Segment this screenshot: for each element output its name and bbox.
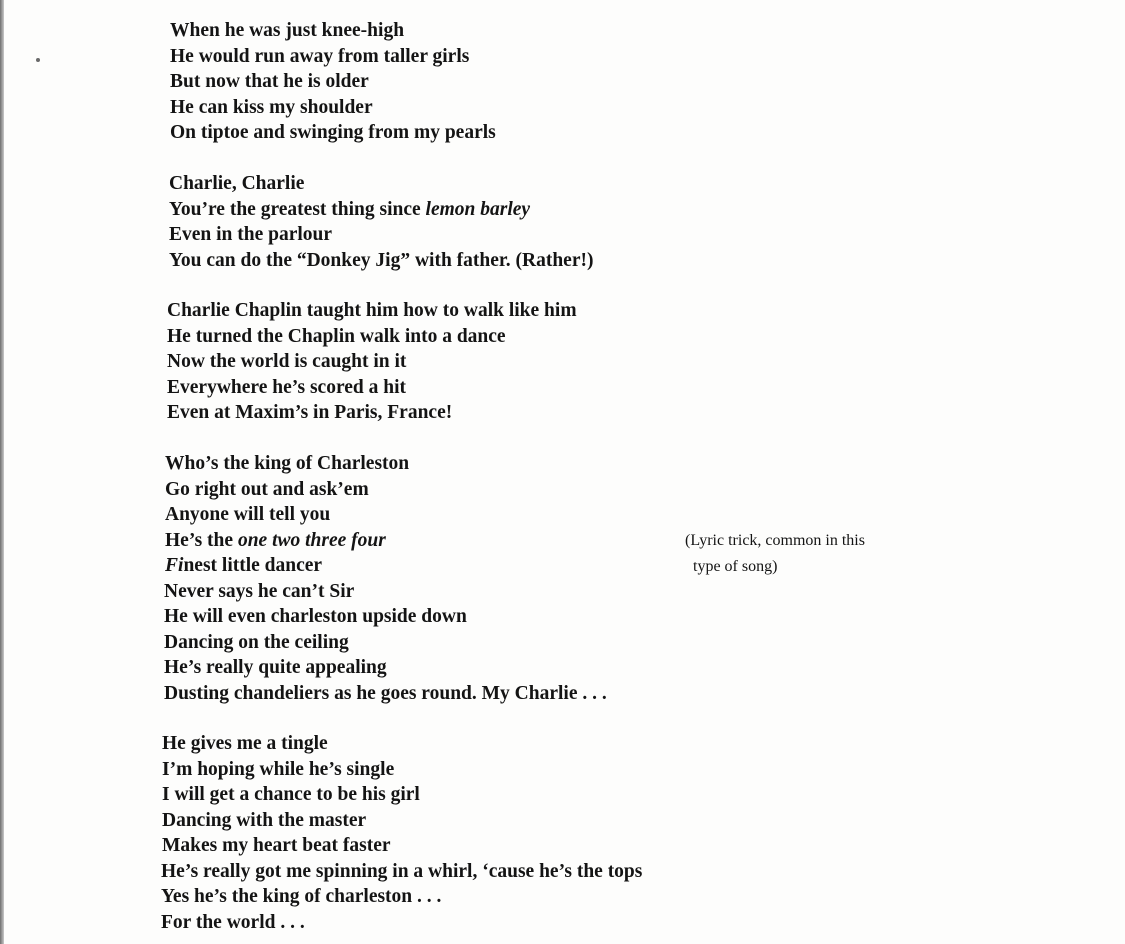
lyric-line xyxy=(167,402,452,424)
lyric-line xyxy=(167,326,506,348)
lyric-line xyxy=(169,173,304,195)
italic-lyric-text: one two three four xyxy=(237,529,386,551)
lyric-line xyxy=(170,71,369,93)
lyric-text: Even in the parlour xyxy=(169,224,333,245)
lyric-line xyxy=(169,199,530,221)
lyric-text: Makes my heart beat faster xyxy=(162,835,391,856)
lyric-text: He’s the xyxy=(165,529,238,551)
lyric-text: Even at Maxim’s in Paris, France! xyxy=(167,402,453,423)
annotation-line-2: type of song) xyxy=(693,558,778,575)
lyric-line xyxy=(170,97,373,119)
lyric-text: Yes he’s the king of charleston . . . xyxy=(161,886,442,907)
lyric-text: He can kiss my shoulder xyxy=(170,96,373,118)
lyric-line xyxy=(165,555,322,577)
lyric-text: For the world . . . xyxy=(161,911,305,933)
lyric-line xyxy=(170,20,404,42)
italic-lyric-text: lemon barley xyxy=(425,198,531,220)
lyric-text: He turned the Chaplin walk into a dance xyxy=(167,325,506,347)
lyric-text: Dancing on the ceiling xyxy=(164,631,349,653)
lyric-text: Who’s the king of Charleston xyxy=(165,453,410,474)
lyric-line xyxy=(167,351,406,373)
lyric-line xyxy=(164,683,607,705)
lyric-line xyxy=(162,835,391,857)
page-edge-shadow xyxy=(0,0,4,944)
lyric-text: Everywhere he’s scored a hit xyxy=(167,376,407,398)
lyric-text: Charlie, Charlie xyxy=(169,173,305,194)
lyric-line xyxy=(167,300,577,322)
lyric-text: nest little dancer xyxy=(183,555,323,576)
lyric-text: You can do the “Donkey Jig” with father. (Rather!) xyxy=(169,249,594,271)
lyric-text: Go right out and ask’em xyxy=(165,478,369,500)
lyric-line xyxy=(169,224,332,246)
lyric-line xyxy=(164,606,467,628)
lyric-text: Never says he can’t Sir xyxy=(164,580,355,602)
lyric-line xyxy=(161,886,441,908)
lyric-text: He will even charleston upside down xyxy=(164,606,467,627)
scan-speck xyxy=(36,58,40,62)
lyric-text: I’m hoping while he’s single xyxy=(162,758,395,780)
lyric-line xyxy=(161,912,305,934)
lyric-text: Charlie Chaplin taught him how to walk like him xyxy=(167,300,577,321)
lyric-text: He’s really got me spinning in a whirl, ‘cause he’s the tops xyxy=(161,860,643,882)
lyric-text: But now that he is older xyxy=(170,71,369,92)
lyric-line xyxy=(170,122,496,144)
lyric-line xyxy=(165,479,369,501)
lyric-text: He’s really quite appealing xyxy=(164,657,387,678)
lyric-text: On tiptoe and swinging from my pearls xyxy=(170,122,496,143)
lyric-line xyxy=(162,784,420,806)
lyric-text: He would run away from taller girls xyxy=(170,45,470,67)
lyric-line xyxy=(165,530,386,552)
lyric-line xyxy=(167,377,406,399)
lyric-line xyxy=(165,504,330,526)
lyric-line xyxy=(164,581,354,603)
lyric-text: Dancing with the master xyxy=(162,809,367,831)
lyric-line xyxy=(164,632,349,654)
lyric-text: I will get a chance to be his girl xyxy=(162,784,420,805)
lyric-text: You’re the greatest thing since xyxy=(169,198,426,220)
lyric-line xyxy=(169,250,593,272)
lyric-text: He gives me a tingle xyxy=(162,733,328,754)
annotation-line-1: (Lyric trick, common in this xyxy=(685,532,865,549)
lyric-line xyxy=(165,453,409,475)
lyric-line xyxy=(162,759,394,781)
italic-lyric-text: Fi xyxy=(165,555,184,576)
lyric-line xyxy=(161,861,642,883)
lyric-line xyxy=(164,657,387,679)
lyric-text: When he was just knee-high xyxy=(170,20,405,41)
lyric-line xyxy=(170,46,469,68)
lyric-text: Now the world is caught in it xyxy=(167,351,407,372)
lyric-text: Anyone will tell you xyxy=(165,504,331,525)
lyric-line xyxy=(162,733,328,755)
lyric-text: Dusting chandeliers as he goes round. My Charlie . . . xyxy=(164,682,607,704)
lyric-line xyxy=(162,810,366,832)
